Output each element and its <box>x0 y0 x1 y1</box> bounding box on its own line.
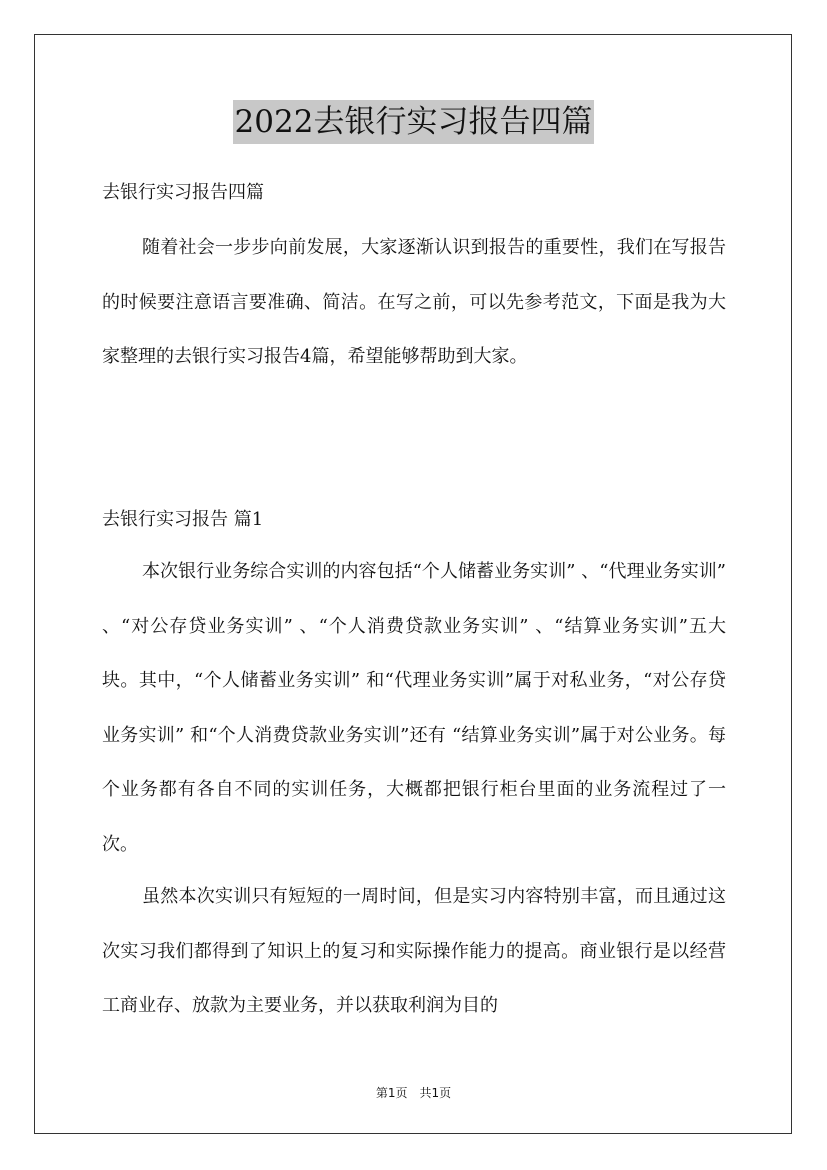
page-footer: 第1页 共1页 <box>375 1086 452 1100</box>
intro-paragraph: 随着社会一步步向前发展，大家逐渐认识到报告的重要性，我们在写报告的时候要注意语言要准确、简洁。在写之前，可以先参考范文，下面是我为大家整理的去银行实习报告4篇，希望能够帮助到大家。 <box>102 237 726 367</box>
document-subtitle: 去银行实习报告四篇 <box>102 182 264 203</box>
body-paragraph-1: 本次银行业务综合实训的内容包括“个人储蓄业务实训” 、“代理业务实训” 、“对公存贷业务实训” 、“个人消费贷款业务实训” 、“结算业务实训”五大块。其中，“个人储蓄业务实训” 和“代理业务实训”属于对私业务，“对公存贷业务实训” 和“个人消费贷款业务实训”还有 “结算业务实训”属于对公业务。每个业务都有各自不同的实训任务，大概都把银行柜台里面的业务流程过了一次。 <box>102 561 726 855</box>
body-paragraph-2: 虽然本次实训只有短短的一周时间，但是实习内容特别丰富，而且通过这次实习我们都得到了知识上的复习和实际操作能力的提高。商业银行是以经营工商业存、放款为主要业务，并以获取利润为目的 <box>102 886 726 1016</box>
document-title: 2022去银行实习报告四篇 <box>233 100 595 144</box>
section-heading: 去银行实习报告 篇1 <box>102 509 264 530</box>
title-container <box>0 100 827 144</box>
